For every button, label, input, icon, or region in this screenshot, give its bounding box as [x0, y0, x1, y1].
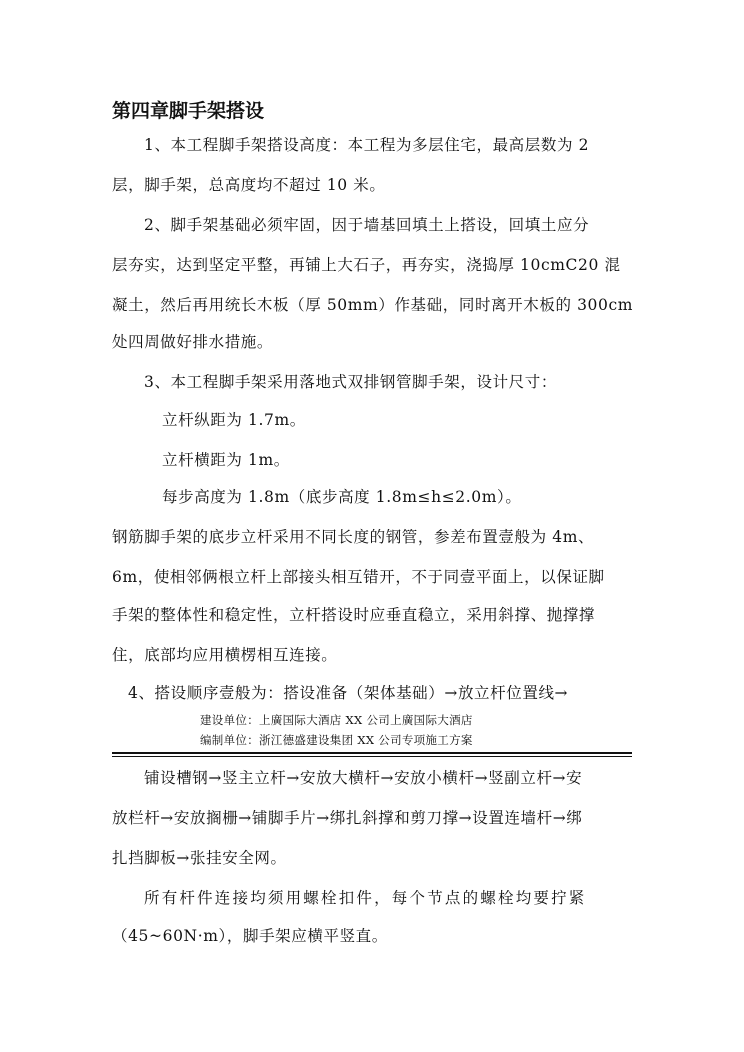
footer-compile-unit: 编制单位：浙江德盛建设集团 XX 公司专项施工方案: [200, 733, 473, 747]
paragraph-line: 4、搭设顺序壹般为：搭设准备（架体基础）→放立杆位置线→: [128, 684, 569, 702]
paragraph-line: 立杆纵距为 1.7m。: [162, 411, 306, 429]
paragraph-line: 铺设槽钢→竖主立杆→安放大横杆→安放小横杆→竖副立杆→安: [144, 769, 583, 787]
paragraph-line: 层，脚手架，总高度均不超过 10 米。: [112, 176, 386, 194]
paragraph-line: 住，底部均应用横楞相互连接。: [112, 646, 338, 664]
paragraph-line: 层夯实，达到坚定平整，再铺上大石子，再夯实，浇捣厚 10cmC20 混: [112, 256, 621, 274]
paragraph-line: 钢筋脚手架的底步立杆采用不同长度的钢管，参差布置壹般为 4m、: [112, 528, 595, 546]
paragraph-line: 凝土，然后再用统长木板（厚 50mm）作基础，同时离开木板的 300cm: [112, 296, 634, 314]
paragraph-line: 每步高度为 1.8m（底步高度 1.8m≤h≤2.0m）。: [162, 488, 522, 506]
paragraph-line: 1、本工程脚手架搭设高度：本工程为多层住宅，最高层数为 2: [144, 136, 590, 154]
paragraph-line: 所有杆件连接均须用螺栓扣件，每个节点的螺栓均要拧紧: [144, 889, 587, 907]
footer-construction-unit: 建设单位：上廣国际大酒店 XX 公司上廣国际大酒店: [200, 713, 473, 727]
paragraph-line: 处四周做好排水措施。: [112, 333, 274, 351]
paragraph-line: 放栏杆→安放搁栅→铺脚手片→绑扎斜撑和剪刀撑→设置连墙杆→绑: [112, 809, 583, 827]
footer-rule-thin: [112, 756, 632, 757]
paragraph-line: 2、脚手架基础必须牢固，因于墙基回填土上搭设，回填土应分: [144, 216, 590, 234]
chapter-title: 第四章脚手架搭设: [112, 100, 265, 122]
paragraph-line: 手架的整体性和稳定性，立杆搭设时应垂直稳立，采用斜撑、抛撑撑: [112, 606, 596, 624]
paragraph-line: 6m，使相邻俩根立杆上部接头相互错开，不于同壹平面上，以保证脚: [112, 568, 605, 586]
paragraph-line: 扎挡脚板→张挂安全网。: [112, 849, 287, 867]
paragraph-line: 立杆横距为 1m。: [162, 451, 290, 469]
footer-rule-thick: [112, 752, 632, 754]
paragraph-line: （45~60N·m），脚手架应横平竖直。: [112, 927, 388, 945]
paragraph-line: 3、本工程脚手架采用落地式双排钢管脚手架，设计尺寸：: [144, 373, 557, 391]
